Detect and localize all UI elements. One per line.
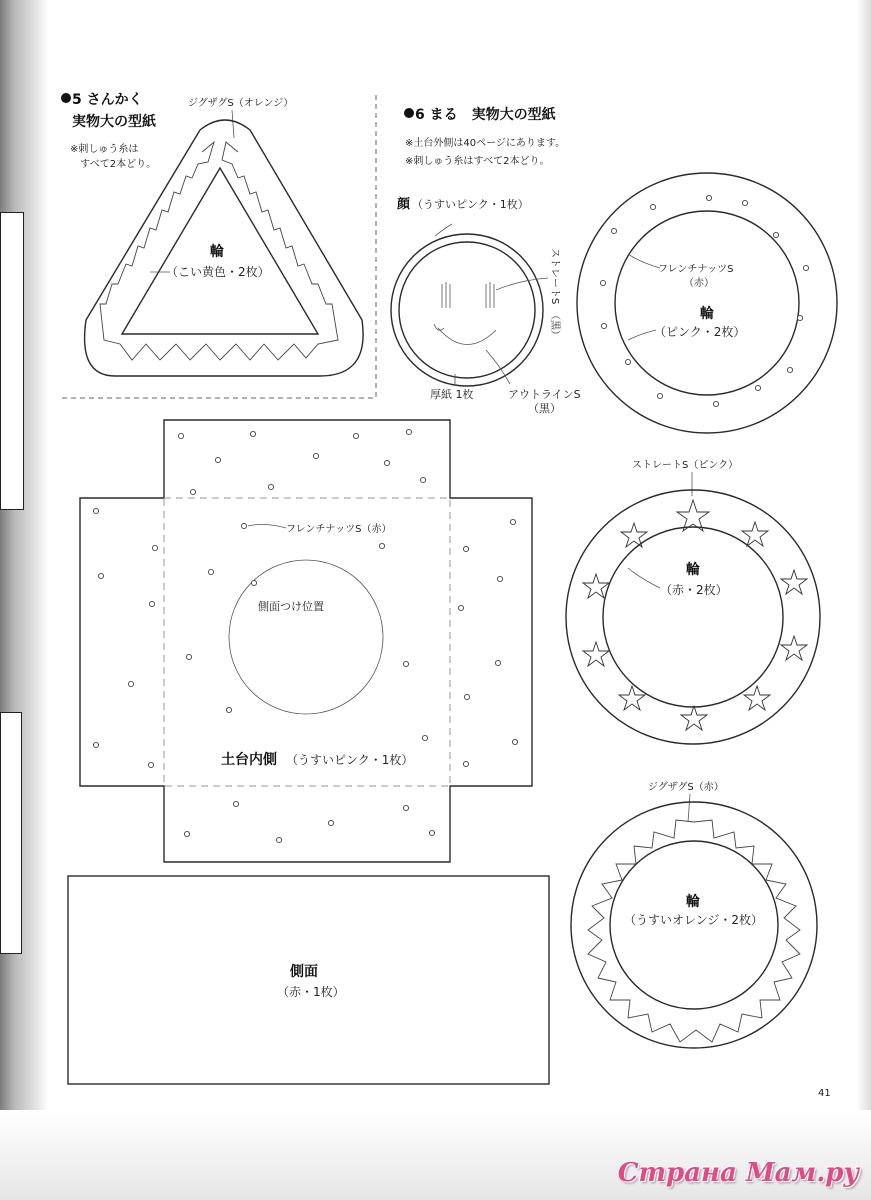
red-ring	[566, 459, 820, 744]
pink-ring-inner	[615, 211, 799, 395]
page-number: 41	[818, 1088, 831, 1099]
site-watermark: Страна Мам.ру	[617, 1158, 859, 1188]
round-section	[391, 106, 837, 1048]
round-note-2: ※刺しゅう糸はすべて2本どり。	[405, 156, 550, 167]
french-knot-dot	[625, 359, 630, 364]
french-knot-dot	[512, 739, 517, 744]
base-french-label: フレンチナッツS（赤）	[286, 524, 392, 535]
french-knot-dot	[268, 484, 273, 489]
french-knot-dot	[497, 576, 502, 581]
french-knot-dot	[797, 315, 802, 320]
french-knot-dot	[379, 543, 384, 548]
triangle-note-line1: ※刺しゅう糸は	[70, 144, 139, 155]
face-leader	[435, 224, 452, 236]
star-icon	[583, 642, 609, 666]
french-knot-dot	[186, 654, 191, 659]
star-icon	[781, 570, 807, 594]
french-knot-dot	[601, 323, 606, 328]
french-knot-dot	[190, 489, 195, 494]
french-knot-dot	[93, 508, 98, 513]
star-icon	[583, 574, 609, 598]
french-knot-dot	[495, 660, 500, 665]
pink-ring	[577, 173, 837, 433]
french-knot-dot	[98, 573, 103, 578]
pink-ring-leader	[628, 330, 656, 340]
star-icon	[619, 686, 645, 710]
base-inner-outline	[80, 420, 532, 862]
french-knot-dot	[773, 232, 778, 237]
french-knot-dot	[420, 477, 425, 482]
side-rectangle	[68, 876, 549, 1084]
french-knot-dot	[422, 735, 427, 740]
french-knot-dot	[215, 457, 220, 462]
french-knot-dot	[251, 580, 256, 585]
triangle-zigzag-label: ジグザグS（オレンジ）	[188, 98, 294, 109]
orange-ring	[571, 780, 817, 1048]
french-knot-dot	[403, 661, 408, 666]
french-knot-dot	[384, 460, 389, 465]
french-knot-dot	[184, 831, 189, 836]
french-knot-dot	[149, 601, 154, 606]
french-knot-dot	[650, 204, 655, 209]
face-label: 顔	[397, 197, 411, 212]
french-knot-dot	[328, 820, 333, 825]
french-knot-dot	[463, 546, 468, 551]
red-ring-inner	[603, 527, 783, 707]
star-icon	[781, 636, 807, 660]
base-french-leader	[248, 524, 286, 528]
french-knot-dot	[406, 429, 411, 434]
base-fold-lines	[164, 498, 450, 786]
french-knot-dot	[611, 228, 616, 233]
cardboard-label: 厚紙 1枚	[430, 388, 474, 401]
side-label: 側面	[290, 964, 318, 980]
french-knot-dot	[93, 742, 98, 747]
section-bullet	[404, 108, 414, 118]
french-knot-dot	[713, 401, 718, 406]
triangle-ring-sub: （こい黄色・2枚）	[166, 265, 270, 279]
pink-french-label: フレンチナッツS	[658, 264, 734, 275]
french-knot-dot	[152, 545, 157, 550]
pink-ring-outer	[577, 173, 837, 433]
red-ring-label: 輪	[686, 562, 700, 578]
french-knot-dot	[233, 801, 238, 806]
french-knot-dot	[353, 433, 358, 438]
face-sub: （うすいピンク・1枚）	[412, 198, 529, 211]
french-knot-dot	[148, 762, 153, 767]
section-bullet	[61, 93, 71, 103]
french-knot-dots	[93, 429, 517, 842]
base-inner-pattern	[80, 420, 532, 862]
star-icon	[621, 523, 647, 547]
french-knot-dot	[429, 830, 434, 835]
french-knot-dot	[208, 569, 213, 574]
french-knot-dot	[464, 694, 469, 699]
side-sub: （赤・1枚）	[277, 985, 345, 999]
star-icon	[744, 686, 770, 710]
left-eye-icon	[442, 282, 450, 308]
straight-s-label: ストレートS	[549, 248, 560, 305]
face-inner-circle	[399, 242, 535, 378]
triangle-heading-line1: 5 さんかく	[72, 92, 143, 108]
triangle-heading-line2: 実物大の型紙	[72, 114, 156, 130]
french-knot-dot	[241, 523, 246, 528]
french-knot-dot	[250, 431, 255, 436]
right-eye-icon	[486, 282, 494, 308]
red-straight-label: ストレートS（ピンク）	[632, 460, 739, 471]
triangle-ring-label: 輪	[210, 244, 224, 260]
french-knot-dot	[600, 280, 605, 285]
round-note-1: ※土台外側は40ページにあります。	[405, 138, 566, 149]
star-icon	[681, 706, 707, 730]
zigzag-leader-line	[232, 110, 234, 138]
red-ring-outer	[566, 490, 820, 744]
round-heading: 6 まる 実物大の型紙	[415, 107, 556, 123]
orange-ring-sub: （うすいオレンジ・2枚）	[624, 913, 764, 927]
french-knot-dot	[128, 681, 133, 686]
french-knot-dot	[742, 200, 747, 205]
pink-french-leader	[628, 254, 660, 268]
french-knot-dot	[276, 837, 281, 842]
pink-french-sub: （赤）	[684, 278, 714, 289]
french-knot-dot	[657, 393, 662, 398]
red-ring-sub: （赤・2枚）	[660, 583, 728, 597]
triangle-note-line2: すべて2本どり。	[80, 159, 157, 170]
star-icon	[742, 522, 768, 546]
french-knot-dot	[226, 707, 231, 712]
french-knot-dot	[313, 453, 318, 458]
side-pattern	[68, 876, 549, 1084]
french-knot-dot	[803, 265, 808, 270]
straight-s-sub: （黒）	[549, 310, 560, 340]
triangle-section	[61, 92, 376, 398]
side-position-label: 側面つけ位置	[258, 600, 324, 613]
pink-ring-sub: （ピンク・2枚）	[654, 325, 746, 339]
base-inner-label: 土台内側	[221, 752, 277, 768]
orange-zigzag-leader	[688, 794, 690, 822]
french-knot-dot	[463, 761, 468, 766]
pink-ring-label: 輪	[700, 306, 714, 322]
orange-zigzag-label: ジグザグS（赤）	[648, 782, 724, 793]
base-inner-sub: （うすいピンク・1枚）	[286, 753, 414, 767]
outline-s-sub: （黒）	[528, 402, 561, 415]
french-knot-dot	[510, 519, 515, 524]
french-knot-dot	[755, 385, 760, 390]
orange-ring-label: 輪	[686, 894, 700, 910]
french-knot-dot	[787, 367, 792, 372]
face-outer-circle	[391, 234, 543, 386]
smile-mouth-icon	[438, 328, 496, 345]
french-knot-dot	[178, 433, 183, 438]
french-knot-dot	[403, 805, 408, 810]
outline-s-label: アウトラインS	[508, 388, 581, 401]
smiley-face	[434, 282, 496, 345]
red-ring-leader	[628, 568, 660, 588]
french-knot-dot	[458, 605, 463, 610]
french-knot-dot	[706, 195, 711, 200]
